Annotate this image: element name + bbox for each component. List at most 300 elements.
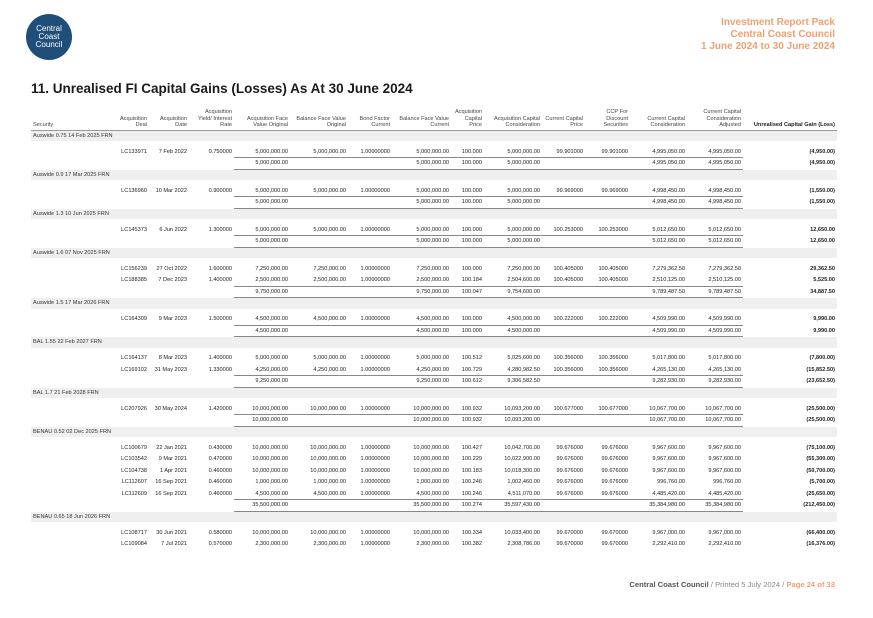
table-cell: 10,067,700.00 <box>649 405 685 412</box>
table-cell: 2,510,125.00 <box>652 277 685 283</box>
table-cell: 1.00000000 <box>360 444 390 451</box>
subtotal-empty-cell <box>290 415 348 427</box>
table-cell: 100.246 <box>461 490 482 497</box>
report-pack-title: Investment Report Pack <box>721 17 835 28</box>
table-cell: 99.676000 <box>601 456 628 463</box>
table-cell: 30 May 2024 <box>154 405 187 412</box>
table-cell: 99.901000 <box>601 148 628 155</box>
table-cell: 1.420000 <box>208 405 232 412</box>
subtotal-cell: 4,995,050.00 <box>630 158 687 170</box>
security-name: Auswide 0.9 17 Mar 2025 FRN <box>31 169 837 180</box>
table-cell: 100.677000 <box>553 405 583 412</box>
table-cell: 99.676000 <box>601 467 628 474</box>
table-cell: 99.676000 <box>556 479 583 486</box>
subtotal-cell: (25,500.00) <box>806 417 835 424</box>
subtotal-empty-cell <box>31 286 107 298</box>
table-cell: 2,500,000.00 <box>255 277 288 283</box>
table-cell: 1.00000000 <box>360 405 390 412</box>
table-cell: 2,504,600.00 <box>507 277 540 283</box>
table-cell: 99.969000 <box>601 187 628 194</box>
subtotal-cell: 9,990.00 <box>813 327 835 334</box>
subtotal-empty-cell <box>31 236 107 248</box>
table-cell: LC133971 <box>121 148 147 155</box>
subtotal-cell: 10,093,200.00 <box>484 415 542 427</box>
logo-text-central: Central <box>36 24 62 33</box>
table-cell: 1.00000000 <box>360 265 390 272</box>
table-cell: (7,800.00) <box>809 355 835 362</box>
subtotal-cell: 9,789,487.50 <box>687 286 743 298</box>
table-cell: 1.00000000 <box>360 479 390 486</box>
table-cell: 10,000,000.00 <box>310 456 346 463</box>
table-cell: 9,967,000.00 <box>652 529 685 536</box>
subtotal-empty-cell <box>189 286 234 298</box>
subtotal-cell: 4,509,990.00 <box>630 325 687 337</box>
table-cell: 1.330000 <box>208 366 232 373</box>
capital-gains-table-container <box>31 108 837 550</box>
subtotal-cell: (4,950.00) <box>809 160 835 167</box>
subtotal-cell: 5,012,650.00 <box>630 236 687 248</box>
subtotal-cell: 10,000,000.00 <box>234 415 290 427</box>
security-name: BAL 1.7 21 Feb 2028 FRN <box>31 387 837 398</box>
table-cell: 4,500,000.00 <box>507 316 540 322</box>
footer-org: Central Coast Council <box>629 580 709 589</box>
subtotal-empty-cell <box>107 197 149 209</box>
table-cell: 1.00000000 <box>360 277 390 283</box>
table-cell: 100.000 <box>461 148 482 155</box>
table-cell: 9,967,600.00 <box>708 467 741 474</box>
table-cell: 99.670000 <box>601 529 628 536</box>
table-cell: 7 Dec 2023 <box>158 277 187 284</box>
table-row <box>31 403 837 415</box>
table-cell: 12,650.00 <box>810 226 835 233</box>
table-cell: 7,250,000.00 <box>507 265 540 272</box>
table-cell: (75,100.00) <box>806 444 835 451</box>
table-cell: 4,998,450.00 <box>652 187 685 194</box>
table-cell: 5,000,000.00 <box>416 148 449 155</box>
table-cell: 1,000,000.00 <box>255 479 288 486</box>
subtotal-cell: 9,750,000.00 <box>234 286 290 298</box>
table-cell: LC100679 <box>121 444 147 451</box>
logo-text-council: Council <box>35 40 63 49</box>
table-row <box>31 314 837 326</box>
council-name: Central Coast Council <box>730 29 835 40</box>
table-cell: 100.405000 <box>598 277 628 283</box>
subtotal-cell: 5,000,000.00 <box>234 236 290 248</box>
subtotal-empty-cell <box>189 325 234 337</box>
table-cell: 100.253000 <box>598 226 628 233</box>
subtotal-row <box>31 325 837 337</box>
table-cell: 9,967,600.00 <box>652 444 685 451</box>
footer-printed: Printed 5 July 2024 <box>715 580 781 589</box>
table-cell: LC156239 <box>121 265 147 272</box>
table-cell: 7 Feb 2022 <box>158 148 187 155</box>
subtotal-empty-cell <box>542 376 585 388</box>
table-cell: 100.677000 <box>598 405 628 412</box>
table-cell: 100.222000 <box>598 316 628 322</box>
security-section-row <box>31 247 837 258</box>
subtotal-cell: 5,000,000.00 <box>392 158 451 170</box>
table-cell: 10,000,000.00 <box>413 444 449 451</box>
table-cell: 6 Jun 2022 <box>159 226 187 233</box>
subtotal-empty-cell <box>348 500 392 512</box>
table-cell: 0.900000 <box>208 187 232 194</box>
table-cell: 2,308,786.00 <box>507 541 540 548</box>
subtotal-cell: 5,000,000.00 <box>392 236 451 248</box>
table-cell: 100.405000 <box>553 265 583 272</box>
table-cell: 5,000,000.00 <box>313 226 346 233</box>
subtotal-empty-cell <box>189 197 234 209</box>
subtotal-empty-cell <box>31 500 107 512</box>
table-cell: (55,300.00) <box>806 456 835 463</box>
table-cell: 996,760.00 <box>657 479 685 486</box>
table-cell: 2,300,000.00 <box>255 541 288 548</box>
subtotal-row <box>31 197 837 209</box>
subtotal-cell: 4,500,000.00 <box>392 325 451 337</box>
column-header: Acquisition Face Value Original <box>234 108 290 130</box>
column-header: Acquisition Deal <box>107 108 149 130</box>
table-cell: 8 Mar 2023 <box>158 355 187 362</box>
table-cell: 29,362.50 <box>810 265 835 272</box>
security-section-row <box>31 130 837 141</box>
table-cell: 1.00000000 <box>360 148 390 155</box>
table-cell: 5,000,000.00 <box>255 226 288 233</box>
subtotal-empty-cell <box>107 286 149 298</box>
table-cell: 1 Apr 2021 <box>159 467 187 474</box>
subtotal-empty-cell <box>348 325 392 337</box>
page-title: 11. Unrealised FI Capital Gains (Losses) As At 30 June 2024 <box>31 81 413 96</box>
table-cell: 1.400000 <box>208 277 232 284</box>
table-cell: 4,500,000.00 <box>416 316 449 322</box>
column-header: Acquisition Date <box>149 108 189 130</box>
subtotal-empty-cell <box>31 325 107 337</box>
subtotal-cell: 35,500,000.00 <box>234 500 290 512</box>
subtotal-empty-cell <box>149 500 189 512</box>
security-section-row <box>31 169 837 180</box>
table-cell: 22 Jan 2021 <box>156 444 187 451</box>
table-cell: 7,279,362.50 <box>652 265 685 272</box>
table-cell: 1.300000 <box>208 226 232 233</box>
table-row <box>31 185 837 197</box>
table-cell: 5,000,000.00 <box>255 187 288 194</box>
subtotal-cell: 4,998,450.00 <box>687 197 743 209</box>
table-cell: 99.676000 <box>556 456 583 463</box>
table-row <box>31 353 837 365</box>
table-cell: 99.676000 <box>556 444 583 451</box>
table-cell: 5,000,000.00 <box>255 148 288 155</box>
subtotal-cell: 5,000,000.00 <box>234 158 290 170</box>
security-name: Auswide 1.6 07 Nov 2025 FRN <box>31 247 837 258</box>
subtotal-empty-cell <box>189 500 234 512</box>
subtotal-cell: 4,509,990.00 <box>687 325 743 337</box>
table-cell: (1,550.00) <box>809 187 835 194</box>
table-cell: 4,500,000.00 <box>255 316 288 322</box>
table-cell: 4,500,000.00 <box>313 316 346 322</box>
table-cell: 100.512 <box>461 355 482 362</box>
table-cell: 7,279,362.50 <box>708 265 741 272</box>
table-cell: 0.470000 <box>208 456 232 463</box>
subtotal-cell: 4,500,000.00 <box>234 325 290 337</box>
subtotal-row <box>31 376 837 388</box>
table-cell: 4,500,000.00 <box>313 490 346 497</box>
report-period: 1 June 2024 to 30 June 2024 <box>701 41 835 52</box>
column-header: Acquisition Capital Price <box>451 108 484 130</box>
table-cell: 1,000,000.00 <box>313 479 346 486</box>
security-section-row <box>31 298 837 309</box>
table-cell: LC103542 <box>121 456 147 463</box>
table-cell: 4,509,990.00 <box>652 316 685 322</box>
subtotal-empty-cell <box>107 500 149 512</box>
table-body <box>31 130 837 550</box>
subtotal-empty-cell <box>348 376 392 388</box>
subtotal-cell: 100.612 <box>451 376 484 388</box>
capital-gains-table <box>31 108 837 550</box>
logo-text-coast: Coast <box>38 32 60 41</box>
table-cell: LC112607 <box>121 479 147 486</box>
table-cell: 0.460000 <box>208 467 232 474</box>
subtotal-empty-cell <box>107 376 149 388</box>
subtotal-cell: (1,550.00) <box>809 199 835 206</box>
table-cell: 1.00000000 <box>360 316 390 322</box>
table-cell: 5,000,000.00 <box>313 187 346 194</box>
subtotal-empty-cell <box>149 158 189 170</box>
subtotal-empty-cell <box>107 325 149 337</box>
table-cell: 99.670000 <box>556 541 583 548</box>
table-cell: 99.676000 <box>556 490 583 497</box>
table-cell: 9,967,600.00 <box>708 456 741 463</box>
table-cell: 2,500,000.00 <box>313 277 346 283</box>
table-cell: 10,067,700.00 <box>705 405 741 412</box>
table-cell: (25,500.00) <box>806 405 835 412</box>
subtotal-cell: 100.000 <box>451 325 484 337</box>
table-cell: 0.460000 <box>208 490 232 497</box>
table-cell: 100.405000 <box>553 277 583 283</box>
table-cell: 100.427 <box>461 444 482 451</box>
table-cell: 2,500,000.00 <box>416 277 449 283</box>
table-row <box>31 477 837 489</box>
subtotal-empty-cell <box>585 325 630 337</box>
subtotal-cell: 5,012,650.00 <box>687 236 743 248</box>
table-cell: 100.000 <box>461 265 482 272</box>
table-cell: 100.183 <box>461 467 482 474</box>
subtotal-cell: (23,652.50) <box>806 378 835 385</box>
table-cell: 4,995,050.00 <box>652 148 685 155</box>
table-cell: 1.00000000 <box>360 467 390 474</box>
table-cell: 5,012,650.00 <box>708 226 741 233</box>
table-cell: 5,012,650.00 <box>652 226 685 233</box>
subtotal-empty-cell <box>585 500 630 512</box>
subtotal-empty-cell <box>542 415 585 427</box>
subtotal-cell: 9,754,600.00 <box>484 286 542 298</box>
table-cell: 2,292,410.00 <box>708 541 741 548</box>
table-cell: 16 Sep 2021 <box>155 490 187 497</box>
table-cell: 7 Jul 2021 <box>161 541 187 548</box>
subtotal-empty-cell <box>290 158 348 170</box>
subtotal-cell: 9,250,000.00 <box>392 376 451 388</box>
table-cell: 100.000 <box>461 316 482 322</box>
report-header <box>701 17 835 53</box>
subtotal-cell: 100.047 <box>451 286 484 298</box>
table-cell: 5,000,000.00 <box>416 355 449 362</box>
security-name: Auswide 0.75 14 Feb 2025 FRN <box>31 130 837 141</box>
subtotal-cell: 4,998,450.00 <box>630 197 687 209</box>
column-header: CCP For Discount Securities <box>585 108 630 130</box>
subtotal-empty-cell <box>149 415 189 427</box>
table-cell: 99.969000 <box>556 187 583 194</box>
subtotal-empty-cell <box>189 158 234 170</box>
subtotal-empty-cell <box>290 286 348 298</box>
table-cell: 10,000,000.00 <box>413 467 449 474</box>
table-row <box>31 364 837 376</box>
table-cell: 4,250,000.00 <box>313 366 346 373</box>
table-cell: 5,025,600.00 <box>507 355 540 362</box>
subtotal-empty-cell <box>290 325 348 337</box>
table-cell: 100.000 <box>461 226 482 233</box>
subtotal-row <box>31 286 837 298</box>
security-name: BENAU 0.52 02 Dec 2025 FRN <box>31 426 837 437</box>
table-cell: 27 Oct 2022 <box>156 265 187 272</box>
table-cell: 99.676000 <box>601 444 628 451</box>
table-cell: 4,995,050.00 <box>708 148 741 155</box>
table-cell: (50,700.00) <box>806 467 835 474</box>
table-cell: 31 May 2023 <box>154 366 187 373</box>
table-cell: 4,485,420.00 <box>708 490 741 497</box>
table-cell: 99.670000 <box>601 541 628 548</box>
subtotal-row <box>31 236 837 248</box>
table-cell: 5,000,000.00 <box>313 148 346 155</box>
table-cell: 4,500,000.00 <box>255 490 288 497</box>
table-cell: 100.356000 <box>598 355 628 362</box>
table-cell: 99.676000 <box>556 467 583 474</box>
subtotal-empty-cell <box>149 325 189 337</box>
subtotal-cell: 5,000,000.00 <box>234 197 290 209</box>
table-cell: 10,033,400.00 <box>504 529 540 536</box>
table-cell: 2,510,125.00 <box>708 277 741 283</box>
subtotal-cell: 100.000 <box>451 158 484 170</box>
subtotal-cell: 5,000,000.00 <box>484 197 542 209</box>
subtotal-cell: 5,000,000.00 <box>484 158 542 170</box>
security-section-row <box>31 511 837 522</box>
table-cell: 9,967,600.00 <box>708 444 741 451</box>
subtotal-empty-cell <box>189 236 234 248</box>
column-header: Current Capital Consideration <box>630 108 687 130</box>
table-cell: 1.00000000 <box>360 366 390 373</box>
subtotal-empty-cell <box>31 376 107 388</box>
column-header: Balance Face Value Original <box>290 108 348 130</box>
table-cell: 5,000,000.00 <box>416 226 449 233</box>
table-cell: 100.222000 <box>553 316 583 322</box>
subtotal-cell: 100.932 <box>451 415 484 427</box>
table-cell: 1.00000000 <box>360 456 390 463</box>
table-cell: 0.570000 <box>208 541 232 548</box>
table-cell: 9,967,600.00 <box>652 467 685 474</box>
table-cell: 0.460000 <box>208 479 232 486</box>
subtotal-empty-cell <box>149 286 189 298</box>
table-cell: 9,967,000.00 <box>708 529 741 536</box>
table-row <box>31 465 837 477</box>
table-cell: 10,018,300.00 <box>504 467 540 474</box>
column-header: Acquisition Capital Consideration <box>484 108 542 130</box>
subtotal-empty-cell <box>149 376 189 388</box>
table-cell: 10,093,200.00 <box>504 405 540 412</box>
subtotal-empty-cell <box>585 236 630 248</box>
table-cell: 100.729 <box>461 366 482 373</box>
column-header: Balance Face Value Current <box>392 108 451 130</box>
table-cell: 100.184 <box>461 277 482 283</box>
table-cell: 10,000,000.00 <box>413 456 449 463</box>
table-cell: 100.356000 <box>598 366 628 373</box>
subtotal-cell: 9,789,487.50 <box>630 286 687 298</box>
subtotal-empty-cell <box>585 197 630 209</box>
table-row <box>31 442 837 454</box>
security-section-row <box>31 208 837 219</box>
table-cell: 100.229 <box>461 456 482 463</box>
subtotal-empty-cell <box>290 376 348 388</box>
subtotal-empty-cell <box>542 500 585 512</box>
subtotal-row <box>31 415 837 427</box>
table-cell: (4,950.00) <box>809 148 835 155</box>
table-cell: LC188385 <box>121 277 147 284</box>
column-header: Bond Factor Current <box>348 108 392 130</box>
table-row <box>31 488 837 500</box>
table-cell: 5,000,000.00 <box>255 355 288 362</box>
table-cell: 9 Mar 2023 <box>158 316 187 323</box>
council-logo <box>26 14 72 60</box>
table-cell: 10,000,000.00 <box>413 405 449 412</box>
subtotal-cell: 9,282,930.00 <box>687 376 743 388</box>
subtotal-cell: 4,995,050.00 <box>687 158 743 170</box>
table-cell: 10,000,000.00 <box>252 444 288 451</box>
security-name: BENAU 0.65 18 Jun 2026 FRN <box>31 511 837 522</box>
subtotal-empty-cell <box>348 286 392 298</box>
subtotal-empty-cell <box>149 197 189 209</box>
table-cell: 5,000,000.00 <box>416 187 449 194</box>
subtotal-cell: 9,306,582.50 <box>484 376 542 388</box>
subtotal-cell: (212,450.00) <box>803 502 835 509</box>
table-cell: 0.580000 <box>208 529 232 536</box>
table-cell: LC108717 <box>121 529 147 536</box>
table-cell: 10,000,000.00 <box>310 444 346 451</box>
table-cell: 100.405000 <box>598 265 628 272</box>
table-cell: 4,511,070.00 <box>507 490 540 497</box>
subtotal-cell: 5,000,000.00 <box>484 236 542 248</box>
security-section-row <box>31 387 837 398</box>
table-row <box>31 539 837 551</box>
subtotal-empty-cell <box>31 158 107 170</box>
table-row <box>31 224 837 236</box>
table-cell: 1,000,000.00 <box>416 479 449 486</box>
table-cell: 1,002,460.00 <box>507 479 540 486</box>
footer-page-number: Page 24 of 33 <box>786 580 835 589</box>
table-cell: (16,376.00) <box>806 541 835 548</box>
table-row <box>31 527 837 539</box>
table-cell: 5,000,000.00 <box>507 148 540 155</box>
subtotal-cell: 9,282,930.00 <box>630 376 687 388</box>
table-cell: 10,000,000.00 <box>252 467 288 474</box>
table-cell: 4,265,130.00 <box>652 366 685 373</box>
table-cell: 1.00000000 <box>360 541 390 548</box>
table-cell: 16 Sep 2021 <box>155 479 187 486</box>
table-cell: 100.246 <box>461 479 482 486</box>
table-cell: 100.334 <box>461 529 482 536</box>
table-cell: 2,300,000.00 <box>313 541 346 548</box>
table-cell: 2,292,410.00 <box>652 541 685 548</box>
table-cell: LC104738 <box>121 467 147 474</box>
subtotal-empty-cell <box>107 236 149 248</box>
subtotal-cell: 35,597,430.00 <box>484 500 542 512</box>
subtotal-cell: 35,500,000.00 <box>392 500 451 512</box>
security-name: BAL 1.55 22 Feb 2027 FRN <box>31 337 837 348</box>
subtotal-cell: 10,067,700.00 <box>687 415 743 427</box>
